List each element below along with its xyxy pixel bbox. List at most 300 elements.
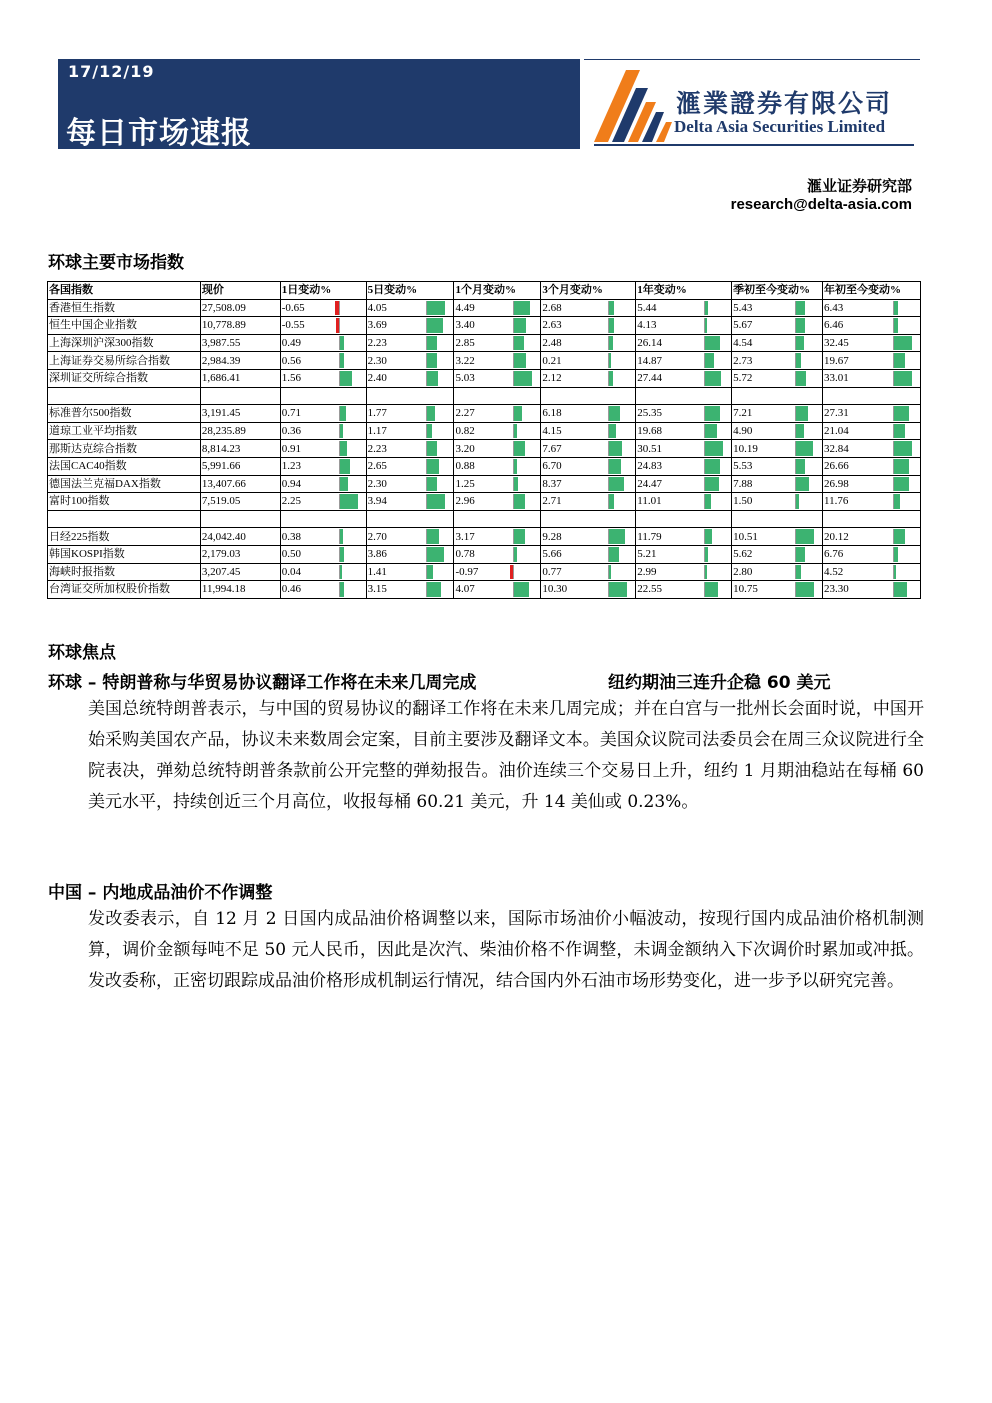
positive-change-bar bbox=[894, 565, 896, 580]
bar-zero-line bbox=[893, 424, 894, 439]
positive-change-bar bbox=[894, 371, 912, 386]
cell-text: 2.25 bbox=[281, 495, 301, 508]
cell-text: 27.44 bbox=[637, 372, 662, 385]
cell-text: 5.21 bbox=[637, 548, 657, 561]
positive-change-bar bbox=[427, 318, 443, 333]
bar-zero-line bbox=[339, 529, 340, 544]
cell-text: 6.18 bbox=[542, 407, 562, 420]
positive-change-bar bbox=[514, 318, 526, 333]
change-cell bbox=[732, 334, 823, 352]
change-cell bbox=[636, 528, 732, 546]
cell-text: 4.54 bbox=[733, 337, 753, 350]
bar-zero-line bbox=[513, 565, 514, 580]
cell-text: 1.17 bbox=[367, 425, 387, 438]
cell-text: 2.68 bbox=[542, 301, 562, 314]
cell-text: 5.62 bbox=[733, 548, 753, 561]
logo-rule bbox=[584, 59, 920, 60]
cell-text: 0.46 bbox=[281, 583, 301, 596]
cell-text: 0.38 bbox=[281, 530, 301, 543]
bar-zero-line bbox=[893, 582, 894, 597]
bar-zero-line bbox=[893, 353, 894, 368]
positive-change-bar bbox=[427, 424, 432, 439]
index-section-title: 环球主要市场指数 bbox=[48, 253, 184, 273]
table-row bbox=[48, 352, 921, 370]
change-cell bbox=[732, 352, 823, 370]
cell-text: 2.65 bbox=[367, 460, 387, 473]
positive-change-bar bbox=[340, 336, 344, 351]
bar-zero-line bbox=[795, 318, 796, 333]
cell-text: 1.56 bbox=[281, 372, 301, 385]
cell-text: 6.43 bbox=[824, 301, 844, 314]
price-cell bbox=[200, 545, 280, 563]
bar-zero-line bbox=[513, 547, 514, 562]
bar-zero-line bbox=[608, 582, 609, 597]
change-cell bbox=[366, 422, 454, 440]
price-cell bbox=[200, 581, 280, 599]
positive-change-bar bbox=[514, 336, 524, 351]
change-cell bbox=[823, 440, 921, 458]
bar-zero-line bbox=[513, 582, 514, 597]
cell-text: 11.76 bbox=[824, 495, 849, 508]
bar-zero-line bbox=[795, 406, 796, 421]
positive-change-bar bbox=[705, 477, 719, 492]
index-name-cell bbox=[48, 457, 201, 475]
cell-text: 4.90 bbox=[733, 425, 753, 438]
cell-text: 7.67 bbox=[542, 442, 562, 455]
cell-text: 33.01 bbox=[824, 372, 849, 385]
cell-text: -0.97 bbox=[455, 565, 479, 578]
price-cell bbox=[200, 369, 280, 387]
table-row bbox=[48, 299, 921, 317]
bar-zero-line bbox=[608, 318, 609, 333]
bar-zero-line bbox=[893, 477, 894, 492]
cell-text: 14.87 bbox=[637, 354, 662, 367]
positive-change-bar bbox=[894, 301, 898, 316]
change-cell bbox=[732, 317, 823, 335]
change-cell bbox=[454, 422, 541, 440]
cell-text: 上海深圳沪深300指数 bbox=[49, 337, 154, 350]
change-cell bbox=[454, 369, 541, 387]
index-name-cell bbox=[48, 422, 201, 440]
cell-text: 0.78 bbox=[455, 548, 475, 561]
cell-text: 11,994.18 bbox=[201, 583, 246, 596]
cell-text: 3.94 bbox=[367, 495, 387, 508]
change-cell bbox=[732, 563, 823, 581]
bar-zero-line bbox=[795, 565, 796, 580]
bar-zero-line bbox=[513, 301, 514, 316]
table-row bbox=[48, 317, 921, 335]
change-cell bbox=[541, 440, 636, 458]
cell-text: 0.04 bbox=[281, 565, 301, 578]
bar-zero-line bbox=[426, 318, 427, 333]
table-spacer-row bbox=[48, 387, 921, 405]
positive-change-bar bbox=[796, 565, 801, 580]
bar-zero-line bbox=[426, 459, 427, 474]
bar-zero-line bbox=[339, 441, 340, 456]
positive-change-bar bbox=[340, 424, 343, 439]
change-cell bbox=[366, 352, 454, 370]
change-cell bbox=[732, 457, 823, 475]
bar-zero-line bbox=[795, 371, 796, 386]
bar-zero-line bbox=[608, 371, 609, 386]
change-cell bbox=[541, 528, 636, 546]
china-headline: 中国 – 内地成品油价不作调整 bbox=[48, 883, 273, 903]
change-cell bbox=[732, 475, 823, 493]
change-cell bbox=[541, 299, 636, 317]
positive-change-bar bbox=[705, 336, 720, 351]
market-index-table bbox=[47, 281, 921, 599]
bar-zero-line bbox=[704, 336, 705, 351]
bar-zero-line bbox=[704, 406, 705, 421]
cell-text: 2.96 bbox=[455, 495, 475, 508]
change-cell bbox=[636, 545, 732, 563]
bar-zero-line bbox=[608, 459, 609, 474]
price-cell bbox=[200, 317, 280, 335]
change-cell bbox=[280, 457, 366, 475]
positive-change-bar bbox=[427, 441, 437, 456]
cell-text: -0.65 bbox=[281, 301, 305, 314]
column-header: 5日变动% bbox=[366, 282, 454, 300]
cell-text: 32.45 bbox=[824, 337, 849, 350]
positive-change-bar bbox=[514, 406, 522, 421]
cell-text: 0.49 bbox=[281, 337, 301, 350]
positive-change-bar bbox=[894, 494, 900, 509]
positive-change-bar bbox=[894, 353, 905, 368]
change-cell bbox=[454, 457, 541, 475]
cell-text: 0.36 bbox=[281, 425, 301, 438]
bar-zero-line bbox=[608, 441, 609, 456]
table-row bbox=[48, 581, 921, 599]
positive-change-bar bbox=[894, 477, 909, 492]
cell-text: 30.51 bbox=[637, 442, 662, 455]
cell-text: 2.12 bbox=[542, 372, 562, 385]
change-cell bbox=[541, 581, 636, 599]
positive-change-bar bbox=[705, 582, 718, 597]
bar-zero-line bbox=[426, 477, 427, 492]
bar-zero-line bbox=[339, 406, 340, 421]
positive-change-bar bbox=[427, 353, 437, 368]
change-cell bbox=[541, 405, 636, 423]
cell-text: 8.37 bbox=[542, 477, 562, 490]
change-cell bbox=[636, 422, 732, 440]
table-header-row bbox=[48, 282, 921, 300]
cell-text: 5.66 bbox=[542, 548, 562, 561]
bar-zero-line bbox=[795, 494, 796, 509]
cell-text: 2.48 bbox=[542, 337, 562, 350]
global-news-body: 美国总统特朗普表示，与中国的贸易协议的翻译工作将在未来几周完成；并在白宫与一批州长会面时说，中国开始采购美国农产品，协议未来数周会定案，目前主要涉及翻译文本。美国众议院司法委员会在周三众议院进行全院表决，弹劾总统特朗普条款前公开完整的弹劾报告。油价连续三个交易日上升，纽约 1 月期油稳站在每桶 60 美元水平，持续创近三个月高位，收报每桶 60.21 美元，升 14 美仙或 0.23%。 bbox=[88, 699, 924, 812]
cell-text: 道琼工业平均指数 bbox=[49, 425, 137, 438]
positive-change-bar bbox=[609, 336, 613, 351]
cell-text: 法国CAC40指数 bbox=[49, 460, 127, 473]
change-cell bbox=[636, 369, 732, 387]
cell-text: 那斯达克综合指数 bbox=[49, 442, 137, 455]
positive-change-bar bbox=[894, 582, 907, 597]
cell-text: 6.76 bbox=[824, 548, 844, 561]
positive-change-bar bbox=[340, 441, 347, 456]
positive-change-bar bbox=[796, 424, 804, 439]
cell-text: 19.68 bbox=[637, 425, 662, 438]
positive-change-bar bbox=[796, 406, 808, 421]
change-cell bbox=[280, 422, 366, 440]
cell-text: 1.50 bbox=[733, 495, 753, 508]
positive-change-bar bbox=[894, 424, 905, 439]
column-header: 现价 bbox=[200, 282, 280, 300]
change-cell bbox=[636, 299, 732, 317]
bar-zero-line bbox=[339, 353, 340, 368]
cell-text: 3.15 bbox=[367, 583, 387, 596]
column-header: 年初至今变动% bbox=[823, 282, 921, 300]
bar-zero-line bbox=[513, 529, 514, 544]
cell-text: 4.52 bbox=[824, 565, 844, 578]
change-cell bbox=[280, 405, 366, 423]
positive-change-bar bbox=[705, 318, 707, 333]
cell-text: 4.07 bbox=[455, 583, 475, 596]
positive-change-bar bbox=[894, 547, 898, 562]
positive-change-bar bbox=[427, 301, 445, 316]
bar-zero-line bbox=[426, 301, 427, 316]
bar-zero-line bbox=[426, 582, 427, 597]
change-cell bbox=[732, 405, 823, 423]
cell-text: 5,991.66 bbox=[201, 460, 241, 473]
table-row bbox=[48, 422, 921, 440]
cell-text: 0.82 bbox=[455, 425, 475, 438]
cell-text: 7,519.05 bbox=[201, 495, 241, 508]
change-cell bbox=[732, 369, 823, 387]
change-cell bbox=[454, 299, 541, 317]
bar-zero-line bbox=[339, 547, 340, 562]
change-cell bbox=[823, 299, 921, 317]
bar-zero-line bbox=[795, 336, 796, 351]
price-cell bbox=[200, 528, 280, 546]
positive-change-bar bbox=[340, 547, 344, 562]
cell-text: 26.98 bbox=[824, 477, 849, 490]
cell-text: 22.55 bbox=[637, 583, 662, 596]
bar-zero-line bbox=[513, 318, 514, 333]
positive-change-bar bbox=[705, 424, 717, 439]
cell-text: 1.25 bbox=[455, 477, 475, 490]
cell-text: 3.17 bbox=[455, 530, 475, 543]
bar-zero-line bbox=[339, 301, 340, 316]
positive-change-bar bbox=[609, 477, 624, 492]
bar-zero-line bbox=[608, 477, 609, 492]
cell-text: 2,984.39 bbox=[201, 354, 241, 367]
change-cell bbox=[636, 352, 732, 370]
positive-change-bar bbox=[796, 582, 814, 597]
change-cell bbox=[454, 528, 541, 546]
change-cell bbox=[823, 457, 921, 475]
change-cell bbox=[823, 405, 921, 423]
change-cell bbox=[280, 493, 366, 511]
bar-zero-line bbox=[795, 529, 796, 544]
change-cell bbox=[454, 493, 541, 511]
company-name-cn: 滙業證券有限公司 bbox=[676, 89, 893, 118]
cell-text: 25.35 bbox=[637, 407, 662, 420]
positive-change-bar bbox=[340, 477, 348, 492]
bar-zero-line bbox=[893, 318, 894, 333]
index-name-cell bbox=[48, 352, 201, 370]
positive-change-bar bbox=[427, 336, 437, 351]
bar-zero-line bbox=[339, 318, 340, 333]
report-title: 每日市场速报 bbox=[66, 116, 252, 151]
positive-change-bar bbox=[705, 494, 711, 509]
table-row bbox=[48, 457, 921, 475]
cell-text: -0.55 bbox=[281, 319, 305, 332]
positive-change-bar bbox=[796, 477, 809, 492]
positive-change-bar bbox=[894, 441, 912, 456]
cell-text: 26.14 bbox=[637, 337, 662, 350]
index-name-cell bbox=[48, 545, 201, 563]
positive-change-bar bbox=[427, 459, 439, 474]
bar-zero-line bbox=[893, 494, 894, 509]
bar-zero-line bbox=[704, 371, 705, 386]
index-name-cell bbox=[48, 299, 201, 317]
cell-text: 0.91 bbox=[281, 442, 301, 455]
positive-change-bar bbox=[427, 547, 444, 562]
cell-text: 0.56 bbox=[281, 354, 301, 367]
cell-text: 2.23 bbox=[367, 337, 387, 350]
positive-change-bar bbox=[796, 441, 813, 456]
positive-change-bar bbox=[894, 336, 912, 351]
bar-zero-line bbox=[339, 582, 340, 597]
change-cell bbox=[823, 352, 921, 370]
cell-text: 6.70 bbox=[542, 460, 562, 473]
bar-zero-line bbox=[893, 371, 894, 386]
index-name-cell bbox=[48, 317, 201, 335]
positive-change-bar bbox=[705, 301, 708, 316]
change-cell bbox=[823, 334, 921, 352]
change-cell bbox=[541, 563, 636, 581]
bar-zero-line bbox=[339, 424, 340, 439]
change-cell bbox=[366, 457, 454, 475]
positive-change-bar bbox=[514, 547, 517, 562]
positive-change-bar bbox=[796, 353, 801, 368]
positive-change-bar bbox=[427, 529, 439, 544]
bar-zero-line bbox=[426, 336, 427, 351]
cell-text: 深圳证交所综合指数 bbox=[49, 372, 148, 385]
bar-zero-line bbox=[513, 459, 514, 474]
bar-zero-line bbox=[893, 565, 894, 580]
bar-zero-line bbox=[893, 336, 894, 351]
bar-zero-line bbox=[704, 424, 705, 439]
change-cell bbox=[366, 581, 454, 599]
bar-zero-line bbox=[513, 406, 514, 421]
bar-zero-line bbox=[513, 336, 514, 351]
contact-email[interactable]: research@delta-asia.com bbox=[730, 196, 912, 213]
cell-text: 0.21 bbox=[542, 354, 562, 367]
positive-change-bar bbox=[894, 318, 898, 333]
bar-zero-line bbox=[893, 547, 894, 562]
positive-change-bar bbox=[427, 406, 435, 421]
change-cell bbox=[454, 545, 541, 563]
change-cell bbox=[823, 475, 921, 493]
bar-zero-line bbox=[426, 565, 427, 580]
change-cell bbox=[732, 440, 823, 458]
positive-change-bar bbox=[427, 582, 441, 597]
price-cell bbox=[200, 352, 280, 370]
cell-text: 2.40 bbox=[367, 372, 387, 385]
bar-zero-line bbox=[426, 406, 427, 421]
change-cell bbox=[541, 475, 636, 493]
cell-text: 24,042.40 bbox=[201, 530, 246, 543]
cell-text: 10,778.89 bbox=[201, 319, 246, 332]
positive-change-bar bbox=[514, 301, 530, 316]
positive-change-bar bbox=[427, 494, 445, 509]
positive-change-bar bbox=[340, 459, 350, 474]
cell-text: 9.28 bbox=[542, 530, 562, 543]
bar-zero-line bbox=[339, 477, 340, 492]
cell-text: 0.50 bbox=[281, 548, 301, 561]
cell-text: 2,179.03 bbox=[201, 548, 241, 561]
price-cell bbox=[200, 493, 280, 511]
table-spacer-row bbox=[48, 510, 921, 528]
positive-change-bar bbox=[705, 371, 721, 386]
positive-change-bar bbox=[427, 565, 433, 580]
positive-change-bar bbox=[609, 494, 614, 509]
positive-change-bar bbox=[609, 582, 627, 597]
positive-change-bar bbox=[514, 353, 526, 368]
bar-zero-line bbox=[704, 477, 705, 492]
cell-text: 5.44 bbox=[637, 301, 657, 314]
positive-change-bar bbox=[796, 459, 805, 474]
cell-text: 3,207.45 bbox=[201, 565, 241, 578]
positive-change-bar bbox=[796, 336, 804, 351]
cell-text: 3.22 bbox=[455, 354, 475, 367]
positive-change-bar bbox=[514, 582, 529, 597]
table-row bbox=[48, 528, 921, 546]
change-cell bbox=[636, 581, 732, 599]
cell-text: 4.49 bbox=[455, 301, 475, 314]
cell-text: 19.67 bbox=[824, 354, 849, 367]
change-cell bbox=[541, 317, 636, 335]
cell-text: 20.12 bbox=[824, 530, 849, 543]
cell-text: 7.21 bbox=[733, 407, 753, 420]
change-cell bbox=[454, 581, 541, 599]
column-header: 1年变动% bbox=[636, 282, 732, 300]
change-cell bbox=[366, 299, 454, 317]
positive-change-bar bbox=[340, 406, 346, 421]
bar-zero-line bbox=[704, 565, 705, 580]
price-cell bbox=[200, 405, 280, 423]
bar-zero-line bbox=[608, 301, 609, 316]
price-cell bbox=[200, 422, 280, 440]
change-cell bbox=[454, 440, 541, 458]
cell-text: 2.80 bbox=[733, 565, 753, 578]
positive-change-bar bbox=[609, 441, 622, 456]
bar-zero-line bbox=[513, 424, 514, 439]
cell-text: 3.69 bbox=[367, 319, 387, 332]
cell-text: 13,407.66 bbox=[201, 477, 246, 490]
bar-zero-line bbox=[704, 547, 705, 562]
change-cell bbox=[280, 581, 366, 599]
cell-text: 2.30 bbox=[367, 354, 387, 367]
positive-change-bar bbox=[609, 301, 614, 316]
cell-text: 2.73 bbox=[733, 354, 753, 367]
positive-change-bar bbox=[894, 406, 909, 421]
bar-zero-line bbox=[608, 565, 609, 580]
cell-text: 4.05 bbox=[367, 301, 387, 314]
index-name-cell bbox=[48, 475, 201, 493]
bar-zero-line bbox=[893, 459, 894, 474]
change-cell bbox=[280, 352, 366, 370]
cell-text: 2.70 bbox=[367, 530, 387, 543]
column-header: 各国指数 bbox=[48, 282, 201, 300]
positive-change-bar bbox=[340, 529, 343, 544]
cell-text: 0.94 bbox=[281, 477, 301, 490]
table-row bbox=[48, 545, 921, 563]
positive-change-bar bbox=[427, 371, 438, 386]
change-cell bbox=[823, 493, 921, 511]
bar-zero-line bbox=[426, 529, 427, 544]
